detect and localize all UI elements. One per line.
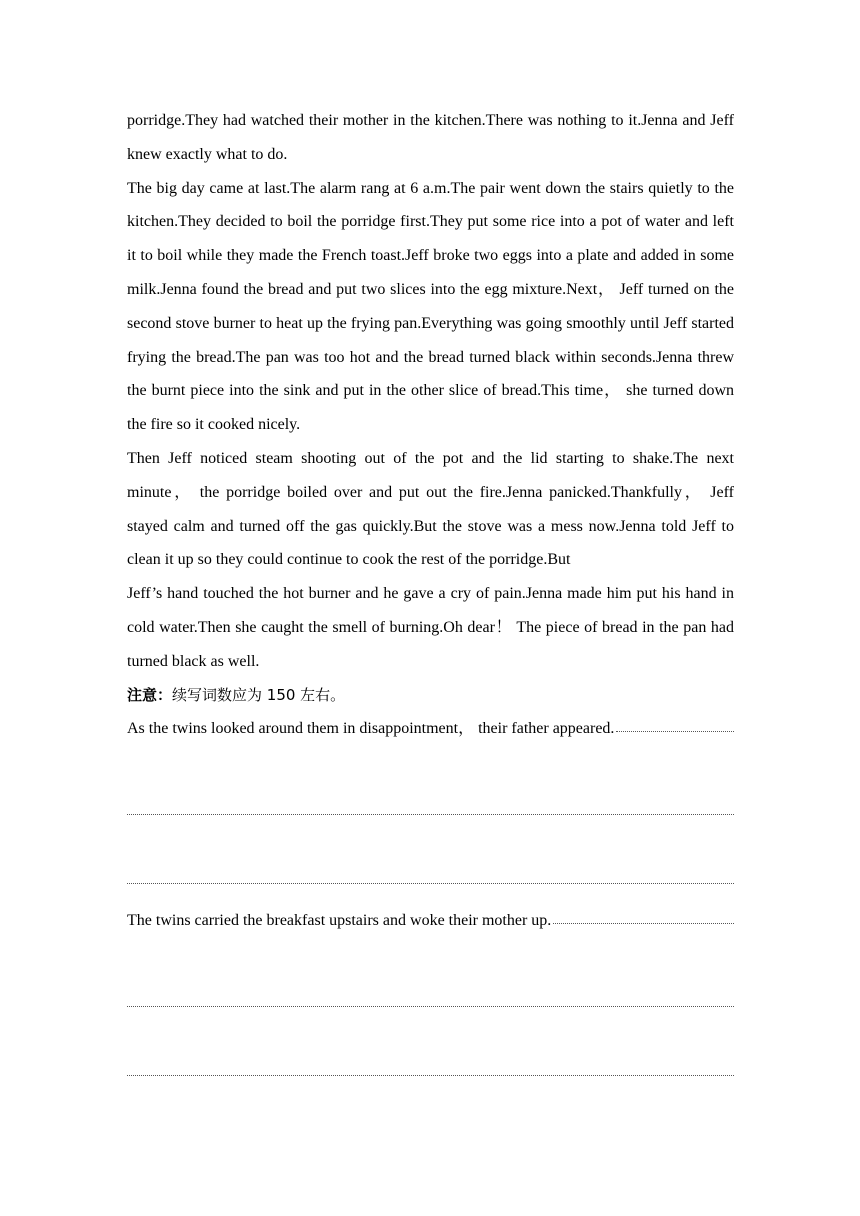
answer-fill-line[interactable] bbox=[616, 730, 734, 732]
starter-sentence-1: As the twins looked around them in disappointment， their father appeared. bbox=[127, 720, 615, 738]
story-paragraph-2: The big day came at last.The alarm rang at 6 a.m.The pair went down the stairs quietly to the kitchen.They decided to boil the porridge first.They put some rice into a pot of water and left it to boil while they made the French toast.Jeff broke two eggs into a plate and added in some milk.Jenna found the bread and put two slices into the egg mixture.Next， Jeff turned on the second stove burner to heat up the frying pan.Everything was going smoothly until Jeff started frying the bread.The pan was too hot and the bread turned black within seconds.Jenna threw the burnt piece into the sink and put in the other slice of bread.This time， she turned down the fire so it cooked nicely. bbox=[127, 179, 734, 434]
document-page bbox=[127, 104, 734, 1076]
answer-blank-line[interactable] bbox=[127, 1075, 734, 1076]
note-label: 注意： bbox=[127, 685, 173, 704]
note-text: 续写词数应为 150 左右。 bbox=[172, 685, 346, 704]
answer-fill-line[interactable] bbox=[553, 922, 734, 924]
story-paragraph-1: porridge.They had watched their mother in the kitchen.There was nothing to it.Jenna and Jeff knew exactly what to do. bbox=[127, 112, 734, 163]
story-paragraph-4: Jeff’s hand touched the hot burner and he gave a cry of pain.Jenna made him put his hand in cold water.Then she caught the smell of burning.Oh dear！ The piece of bread in the pan had turned black as well. bbox=[127, 585, 734, 670]
starter-sentence-2: The twins carried the breakfast upstairs and woke their mother up. bbox=[127, 912, 552, 930]
continuation-starter-1 bbox=[127, 712, 734, 746]
story-paragraph-3: Then Jeff noticed steam shooting out of the pot and the lid starting to shake.The next minute， the porridge boiled over and put out the fire.Jenna panicked.Thankfully， Jeff stayed calm and turned off the gas quickly.But the stove was a mess now.Jenna told Jeff to clean it up so they could continue to cook the rest of the porridge.But bbox=[127, 449, 734, 569]
word-count-note bbox=[127, 679, 734, 713]
continuation-starter-2 bbox=[127, 904, 734, 938]
